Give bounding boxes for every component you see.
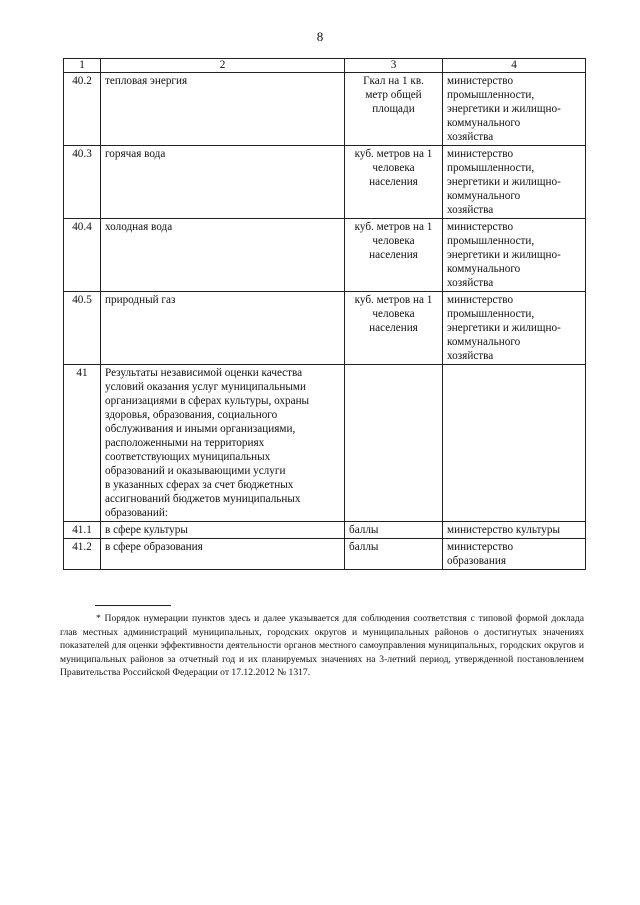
indicator-name: холодная вода — [101, 219, 345, 292]
indicator-name: горячая вода — [101, 146, 345, 219]
page-number: 8 — [316, 29, 324, 44]
unit-of-measure: Гкал на 1 кв. метр общей площади — [345, 73, 443, 146]
table-row — [64, 219, 586, 292]
row-number: 41.1 — [64, 522, 101, 539]
table-row — [64, 292, 586, 365]
table-row — [64, 522, 586, 539]
row-number: 41 — [64, 365, 101, 522]
responsible-body: министерство промышленности, энергетики и жилищно- коммунального хозяйства — [443, 146, 586, 219]
indicator-name: Результаты независимой оценки качества условий оказания услуг муниципальными организациями в сферах культуры, охраны здоровья, образования, социального обслуживания и иными организациями, расположенными на территориях соответствующих муниципальных образований и оказывающими услуги в указанных сферах за счет бюджетных ассигнований бюджетов муниципальных образований: — [101, 365, 345, 522]
row-number: 40.2 — [64, 73, 101, 146]
row-number: 41.2 — [64, 539, 101, 570]
header-col-3: 3 — [345, 59, 443, 73]
row-number: 40.3 — [64, 146, 101, 219]
footnote: * Порядок нумерации пунктов здесь и далее указывается для соблюдения соответствия с типовой формой доклада глав местных администраций муниципальных, городских округов и муниципальных районов о достигнутых значениях показателей для оценки эффективности деятельности органов местного самоуправления муниципальных, городских округов и муниципальных районов за отчетный год и их планируемых значениях на 3-летний период, утвержденной постановлением Правительства Российской Федерации от 17.12.2012 № 1317. — [60, 613, 584, 678]
indicator-name: в сфере образования — [101, 539, 345, 570]
table-row — [64, 73, 586, 146]
indicator-name: в сфере культуры — [101, 522, 345, 539]
responsible-body: министерство промышленности, энергетики и жилищно- коммунального хозяйства — [443, 73, 586, 146]
unit-of-measure: куб. метров на 1 человека населения — [345, 219, 443, 292]
header-col-2: 2 — [101, 59, 345, 73]
table-row — [64, 539, 586, 570]
header-col-1: 1 — [64, 59, 101, 73]
row-number: 40.5 — [64, 292, 101, 365]
unit-of-measure — [345, 365, 443, 522]
indicator-name: природный газ — [101, 292, 345, 365]
responsible-body: министерство культуры — [443, 522, 586, 539]
responsible-body: министерство промышленности, энергетики и жилищно- коммунального хозяйства — [443, 292, 586, 365]
responsible-body: министерство образования — [443, 539, 586, 570]
responsible-body: министерство промышленности, энергетики и жилищно- коммунального хозяйства — [443, 219, 586, 292]
unit-of-measure: куб. метров на 1 человека населения — [345, 146, 443, 219]
unit-of-measure: баллы — [345, 522, 443, 539]
table-header-row — [64, 59, 586, 73]
footnote-separator — [95, 605, 171, 606]
row-number: 40.4 — [64, 219, 101, 292]
indicator-name: тепловая энергия — [101, 73, 345, 146]
table-row — [64, 146, 586, 219]
indicators-table — [63, 58, 586, 570]
unit-of-measure: баллы — [345, 539, 443, 570]
table-row — [64, 365, 586, 522]
unit-of-measure: куб. метров на 1 человека населения — [345, 292, 443, 365]
header-col-4: 4 — [443, 59, 586, 73]
responsible-body — [443, 365, 586, 522]
